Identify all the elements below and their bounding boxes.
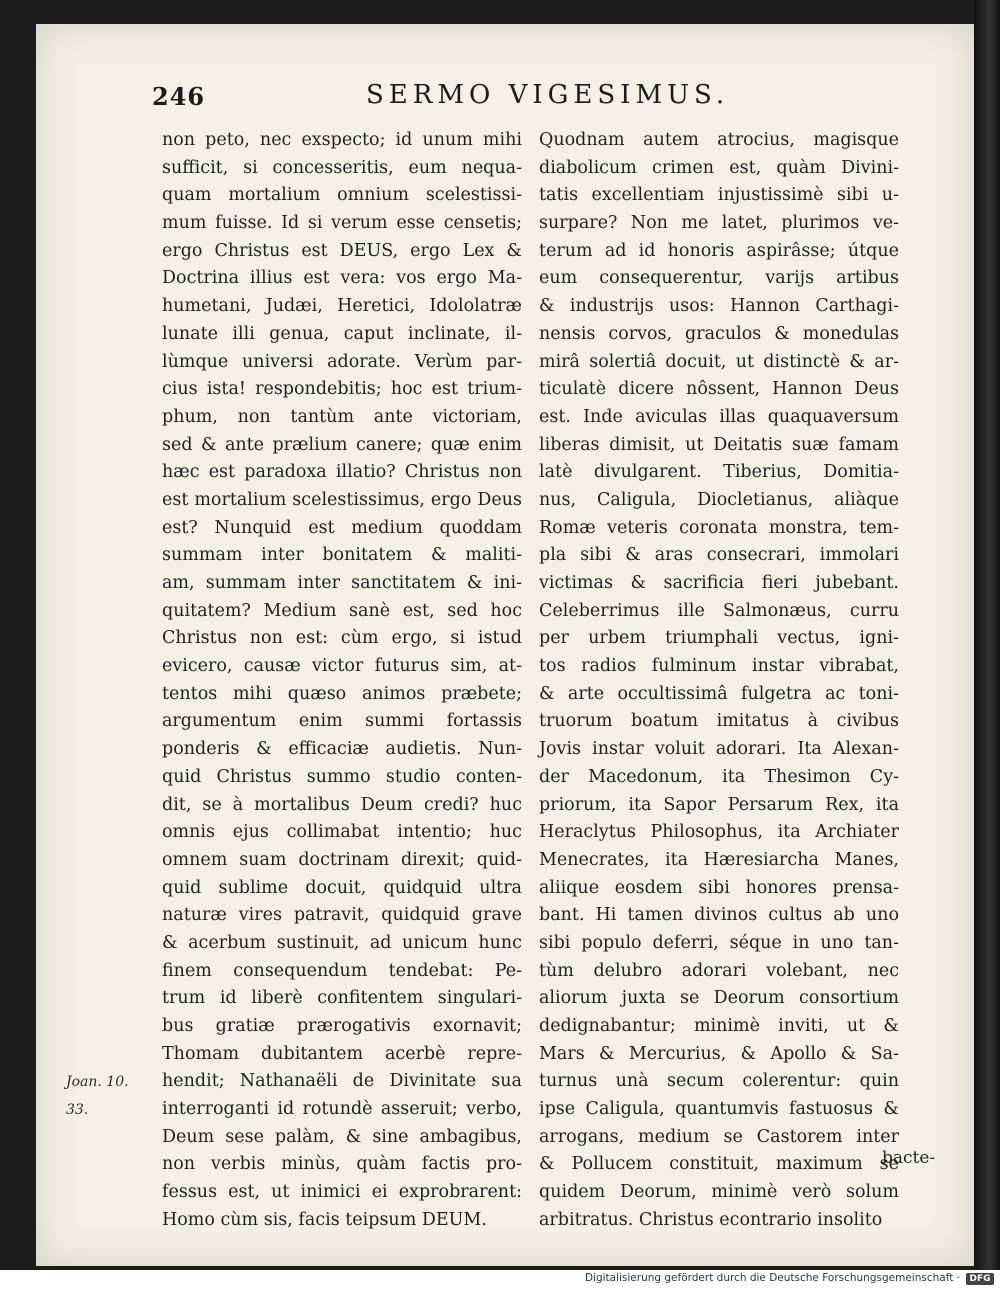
left-column-line: naturæ vires patravit, quidquid grave	[162, 905, 522, 926]
right-column-line: arrogans, medium se Castorem inter	[539, 1126, 899, 1147]
left-column-line: bus gratiæ prærogativis exornavit;	[162, 1016, 522, 1036]
right-column-line: sibi populo deferri, séque in uno tan-	[539, 932, 899, 953]
right-column-line: bant. Hi tamen divinos cultus ab uno	[539, 905, 899, 926]
right-column-line: per urbem triumphali vectus, igni-	[539, 628, 899, 649]
left-column-line: est? Nunquid est medium quoddam	[162, 517, 522, 538]
left-column-line: tentos mihi quæso animos præbete;	[162, 683, 522, 704]
dfg-logo-icon: DFG	[966, 1273, 994, 1285]
left-column-line: finem consequendum tendebat: Pe-	[162, 960, 522, 981]
right-column-line: tos radios fulminum instar vibrabat,	[539, 656, 899, 677]
right-column-line: ipse Caligula, quantumvis fastuosus &	[539, 1099, 899, 1120]
right-column-line: surpare? Non me latet, plurimos ve-	[539, 213, 899, 234]
right-column-line: ticulatè dicere nôssent, Hannon Deus	[539, 379, 899, 400]
left-column-line: interroganti id rotundè asseruit; verbo,	[162, 1099, 522, 1120]
right-column-line: mirâ solertiâ docuit, ut distinctè & ar-	[539, 351, 899, 372]
funding-credit: Digitalisierung gefördert durch die Deutsche Forschungsgemeinschaft ·	[584, 1272, 960, 1284]
right-column-line: terum ad id honoris aspirâsse; útque	[539, 240, 899, 261]
right-column-line: & industrijs usos: Hannon Carthagi-	[539, 296, 899, 317]
left-column-line: quam mortalium omnium scelestissi-	[162, 185, 522, 206]
left-column-line: trum id liberè confitentem singulari-	[162, 988, 522, 1009]
left-text-column	[162, 127, 522, 1235]
scan-edge	[974, 0, 1000, 1270]
left-column-line: fessus est, ut inimici ei exprobrarent:	[162, 1182, 522, 1203]
right-column-line: quidem Deorum, minimè verò solum	[539, 1182, 899, 1203]
left-column-line: humetani, Judæi, Heretici, Idololatræ	[162, 296, 522, 317]
left-column-line: evicero, causæ victor futurus sim, at-	[162, 656, 522, 677]
left-column-line: Thomam dubitantem acerbè repre-	[162, 1043, 522, 1064]
left-column-line: non peto, nec exspecto; id unum mihi	[162, 130, 522, 150]
left-column-line: est mortalium scelestissimus, ergo Deus	[162, 489, 522, 510]
left-column-line: Christus non est: cùm ergo, si istud	[162, 628, 522, 649]
left-column-line: mum fuisse. Id si verum esse censetis;	[162, 213, 522, 234]
margin-note-reference: Joan. 10.	[66, 1074, 129, 1090]
right-column-line: diabolicum crimen est, quàm Divini-	[539, 157, 899, 178]
left-column-line: lunate illi genua, caput inclinate, il-	[162, 323, 522, 344]
left-column-line: am, summam inter sanctitatem & ini-	[162, 573, 522, 593]
right-column-line: Romæ veteris coronata monstra, tem-	[539, 517, 899, 538]
right-column-line: & Pollucem constituit, maximum se	[539, 1154, 899, 1175]
left-column-line: quitatem? Medium sanè est, sed hoc	[162, 600, 522, 621]
left-column-line: cius ista! respondebitis; hoc est trium-	[162, 379, 522, 400]
left-column-line: Deum sese palàm, & sine ambagibus,	[162, 1126, 522, 1147]
right-column-line: tatis excellentiam injustissimè sibi u-	[539, 185, 899, 206]
left-column-line: hendit; Nathanaëli de Divinitate sua	[162, 1071, 522, 1092]
left-column-line: quid Christus summo studio conten-	[162, 766, 522, 787]
right-column-line: Heraclytus Philosophus, ita Archiater	[539, 822, 899, 843]
right-column-line: truorum boatum imitatus à civibus	[539, 711, 899, 732]
right-column-line: nensis corvos, graculos & monedulas	[539, 323, 899, 344]
left-column-line: argumentum enim summi fortassis	[162, 711, 522, 732]
right-column-line: liberas dimisit, ut Deitatis suæ famam	[539, 434, 899, 455]
right-column-line: priorum, ita Sapor Persarum Rex, ita	[539, 794, 899, 815]
left-column-line: omnis ejus collimabat intentio; huc	[162, 822, 522, 843]
right-column-line: latè divulgarent. Tiberius, Domitia-	[539, 462, 899, 483]
right-column-line: dedignabantur; minimè inviti, ut &	[539, 1016, 899, 1036]
left-column-line: omnem suam doctrinam direxit; quid-	[162, 849, 522, 870]
margin-note-verse: 33.	[66, 1102, 89, 1118]
page-number: 246	[152, 82, 206, 111]
right-column-line: & arte occultissimâ fulgetra ac toni-	[539, 683, 899, 704]
book-page	[36, 24, 974, 1266]
running-title: SERMO VIGESIMUS.	[366, 80, 730, 110]
right-column-line: Jovis instar voluit adorari. Ita Alexan-	[539, 739, 899, 760]
right-column-line: tùm delubro adorari volebant, nec	[539, 960, 899, 981]
running-head	[36, 74, 974, 114]
left-column-line: ponderis & efficaciæ audietis. Nun-	[162, 739, 522, 760]
right-column-line: Menecrates, ita Hæresiarcha Manes,	[539, 849, 899, 870]
right-column-line: aliique eosdem sibi honores prensa-	[539, 877, 899, 898]
right-text-column	[539, 127, 899, 1235]
right-column-line: Celeberrimus ille Salmonæus, curru	[539, 600, 899, 621]
left-column-line: lùmque universi adorate. Verùm par-	[162, 351, 522, 372]
right-column-line: eum consequerentur, varijs artibus	[539, 268, 899, 289]
right-column-line: pla sibi & aras consecrari, immolari	[539, 545, 899, 566]
left-column-line: phum, non tantùm ante victoriam,	[162, 406, 522, 427]
left-column-line: ergo Christus est DEUS, ergo Lex &	[162, 240, 522, 261]
right-column-line: aliorum juxta se Deorum consortium	[539, 988, 899, 1009]
right-column-line: victimas & sacrificia fieri jubebant.	[539, 573, 899, 593]
right-column-line: Quodnam autem atrocius, magisque	[539, 130, 899, 150]
right-column-line: nus, Caligula, Diocletianus, aliàque	[539, 489, 899, 510]
footer-bar	[0, 1270, 1000, 1289]
left-column-line: & acerbum sustinuit, ad unicum hunc	[162, 932, 522, 953]
left-column-line: dit, se à mortalibus Deum credi? huc	[162, 794, 522, 815]
left-column-line: quid sublime docuit, quidquid ultra	[162, 877, 522, 898]
left-column-line: summam inter bonitatem & maliti-	[162, 545, 522, 566]
left-column-line: Homo cùm sis, facis teipsum DEUM.	[162, 1209, 487, 1230]
right-column-line: Mars & Mercurius, & Apollo & Sa-	[539, 1043, 899, 1064]
left-column-line: Doctrina illius est vera: vos ergo Ma-	[162, 268, 522, 289]
catchword: bacte-	[882, 1148, 936, 1168]
right-column-line: est. Inde aviculas illas quaquaversum	[539, 406, 899, 427]
left-column-line: non verbis minùs, quàm factis pro-	[162, 1154, 522, 1175]
right-column-line: der Macedonum, ita Thesimon Cy-	[539, 766, 899, 787]
left-column-line: sufficit, si concesseritis, eum nequa-	[162, 157, 522, 178]
right-column-line: turnus unà secum colerentur: quin	[539, 1071, 899, 1092]
left-column-line: sed & ante prælium canere; quæ enim	[162, 434, 522, 455]
left-column-line: hæc est paradoxa illatio? Christus non	[162, 462, 522, 483]
right-column-line: arbitratus. Christus econtrario insolito	[539, 1209, 883, 1230]
